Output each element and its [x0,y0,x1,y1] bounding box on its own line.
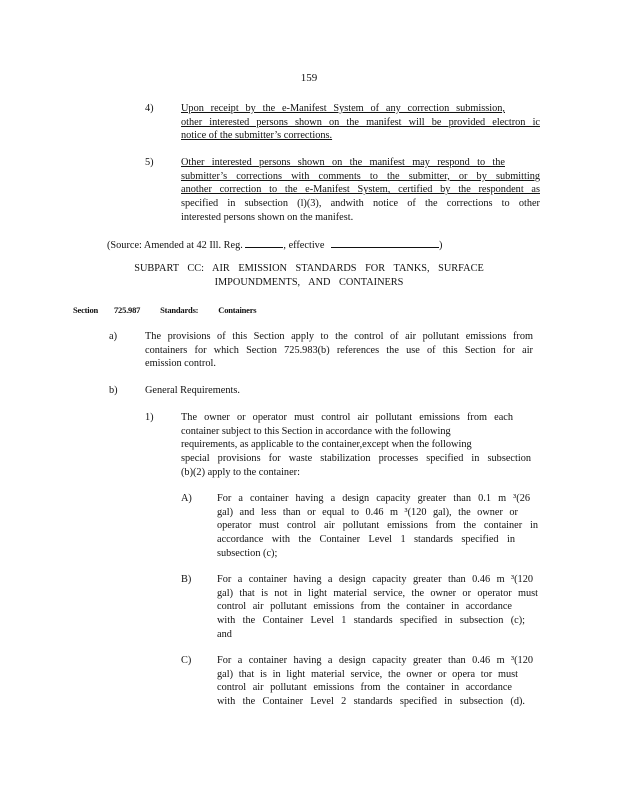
source-blank-reg [245,237,283,248]
text-line: interested persons shown on the manifest. [181,211,354,223]
item-5-label: 5) [145,157,154,168]
para-b1-text [181,411,531,480]
text-line: gal) that is in light material service, the owner or opera tor must [217,668,518,680]
item-4-text [181,102,540,143]
section-word: Section [73,305,99,315]
text-line: (b)(2) apply to the container: [181,466,300,478]
text-line: another correction to the e-Manifest System, certified by the respondent as [181,184,540,196]
section-subject: Containers [218,305,257,315]
text-line: For a container having a design capacity greater than 0.46 m ³(120 [217,655,533,666]
text-line: containers for which Section 725.983(b) references the use of this Section for air [145,344,533,356]
sub-item-c-label: C) [181,655,192,666]
text-line: Upon receipt by the e-Manifest System of any correction submission, [181,103,505,114]
text-line: subsection (c); [217,547,278,559]
para-a-text [145,330,533,371]
text-line: The provisions of this Section apply to the control of air pollutant emissions from [145,331,533,342]
text-line: container subject to this Section in accordance with the following [181,425,451,437]
text-line: specified in subsection (l)(3), andwith notice of the corrections to other [181,198,540,210]
text-line: accordance with the Container Level 1 standards specified in [217,534,515,546]
subpart-line-2: IMPOUNDMENTS, AND CONTAINERS [214,276,404,288]
subpart-heading [0,262,618,289]
text-line: gal) that is not in light material service, the owner or operator must [217,587,538,599]
source-blank-date [331,237,439,248]
text-line: with the Container Level 1 standards specified in subsection (c); [217,615,525,627]
sub-item-c-text [217,654,538,709]
text-line: with the Container Level 2 standards specified in subsection (d). [217,696,525,708]
text-line: gal) and less than or equal to 0.46 m ³(120 gal), the owner or [217,506,518,518]
section-title: Standards: [160,305,199,315]
text-line: control air pollutant emissions from the container in accordance [217,682,512,694]
text-line: The owner or operator must control air pollutant emissions from each [181,412,513,423]
text-line: control air pollutant emissions from the container in accordance [217,601,512,613]
text-line: Other interested persons shown on the manifest may respond to the [181,157,505,168]
section-number: 725.987 [113,305,141,315]
para-b-label: b) [109,385,118,396]
sub-item-a-label: A) [181,493,192,504]
text-line: special provisions for waste stabilization processes specified in subsection [181,453,531,465]
source-suffix: ) [438,240,443,251]
text-line: For a container having a design capacity greater than 0.1 m ³(26 [217,493,530,504]
text-line: submitter’s corrections with comments to the submitter, or by submitting [181,170,540,182]
subpart-line-1: SUBPART CC: AIR EMISSION STANDARDS FOR TANKS, SURFACE [134,263,484,274]
text-line: emission control. [145,358,216,370]
sub-item-b-text [217,573,538,642]
text-line: requirements, as applicable to the container,except when the following [181,439,472,451]
item-5-text [181,156,540,225]
para-b1-label: 1) [145,412,154,423]
text-line: operator must control air pollutant emissions from the container in [217,520,538,532]
page-number: 159 [300,72,318,84]
section-heading [73,304,256,318]
source-note [107,237,442,253]
text-line: other interested persons shown on the manifest will be provided electron ic [181,116,540,128]
source-middle: , effective [283,240,325,251]
para-b-text: General Requirements. [145,385,240,396]
para-a-label: a) [109,331,117,342]
item-4-label: 4) [145,103,154,114]
text-line: notice of the submitter’s corrections. [181,130,333,142]
source-prefix: (Source: Amended at 42 Ill. Reg. [107,240,243,251]
text-line: For a container having a design capacity greater than 0.46 m ³(120 [217,574,533,585]
sub-item-a-text [217,492,538,561]
text-line: and [217,628,232,640]
sub-item-b-label: B) [181,574,192,585]
